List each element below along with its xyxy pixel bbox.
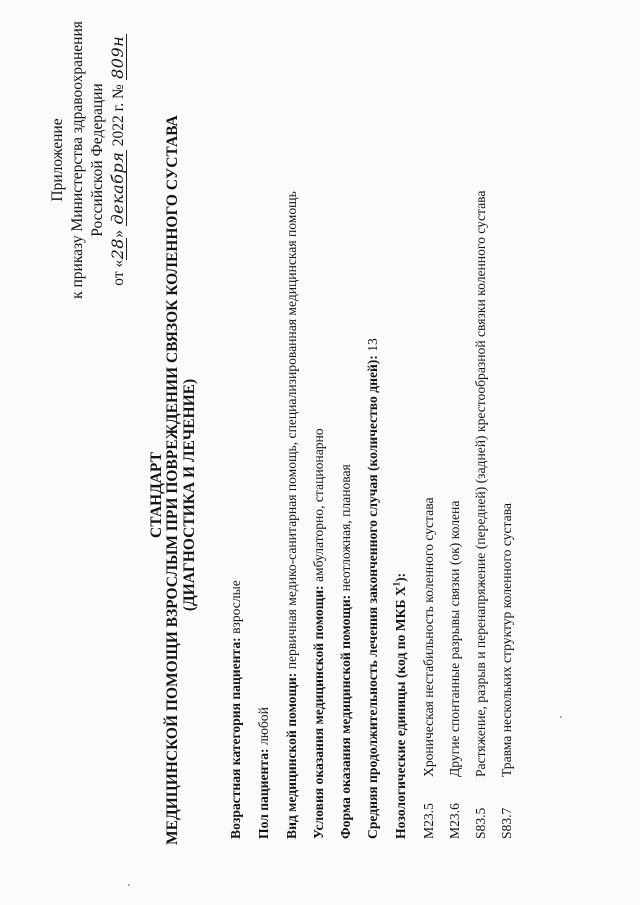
field-label: Вид медицинской помощи: <box>284 672 299 839</box>
date-mid: » <box>110 229 127 238</box>
field-label: Форма оказания медицинской помощи: <box>338 594 353 839</box>
diagnosis-code: M23.6 <box>447 803 462 839</box>
scan-speck <box>560 716 562 718</box>
field-value: первичная медико-санитарная помощь, специализированная медицинская помощь <box>284 191 299 673</box>
field-label: Условия оказания медицинской помощи: <box>311 585 326 839</box>
field-value: любой <box>256 707 271 749</box>
field-label: Средняя продолжительность лечения законченного случая (количество дней): <box>365 355 380 839</box>
field-label: Возрастная категория пациента: <box>228 637 243 839</box>
nosology-footnote-mark: 1 <box>391 581 401 587</box>
nosology-label: Нозологические единицы (код по МКБ X <box>392 586 408 839</box>
diagnosis-description: Другие спонтанные разрывы связки (ок) колена <box>447 500 462 777</box>
date-prefix: от « <box>110 259 127 286</box>
date-day-handwritten: 28 <box>108 238 127 260</box>
nosology-label-end: ): <box>392 572 408 582</box>
appendix-block <box>50 15 140 305</box>
diagnosis-description: Хроническая нестабильность коленного сустава <box>421 497 436 777</box>
field-care-conditions <box>312 428 326 839</box>
field-label: Пол пациента: <box>256 748 271 839</box>
field-value: взрослые <box>228 580 243 638</box>
diagnosis-description: Травма нескольких структур коленного сустава <box>499 503 514 777</box>
date-month-handwritten: декабря <box>108 151 127 225</box>
field-sex <box>257 707 271 839</box>
diagnosis-code: S83.5 <box>473 807 488 839</box>
date-year: 2022 г. № <box>110 84 127 147</box>
field-care-form <box>339 464 353 839</box>
field-care-type <box>285 191 299 839</box>
order-number-handwritten: 809н <box>108 35 127 79</box>
diagnosis-description: Растяжение, разрыв и перенапряжение (передней) (задней) крестообразной связки коленного сустава <box>473 190 488 777</box>
appendix-date-line <box>110 15 127 305</box>
appendix-title: Приложение <box>49 118 66 202</box>
field-value: неотложная, плановая <box>338 464 353 595</box>
field-nosology-heading <box>392 573 407 839</box>
appendix-order-ministry: к приказу Министерства здравоохранения <box>69 21 86 299</box>
field-value: 13 <box>365 338 380 356</box>
field-value: амбулаторно, стационарно <box>311 428 326 586</box>
scan-speck <box>128 884 130 886</box>
standard-title-label: СТАНДАРТ <box>148 452 165 538</box>
standard-title-sub: (ДИАГНОСТИКА И ЛЕЧЕНИЕ) <box>181 378 198 612</box>
appendix-country: Российской Федерации <box>89 83 106 237</box>
standard-title-main: МЕДИЦИНСКОЙ ПОМОЩИ ВЗРОСЛЫМ ПРИ ПОВРЕЖДЕНИИ СВЯЗОК КОЛЕННОГО СУСТАВА <box>164 115 181 845</box>
diagnosis-code: S83.7 <box>499 807 514 839</box>
field-age-category <box>229 580 243 839</box>
diagnosis-code: M23.5 <box>421 803 436 839</box>
field-average-duration <box>366 338 380 839</box>
